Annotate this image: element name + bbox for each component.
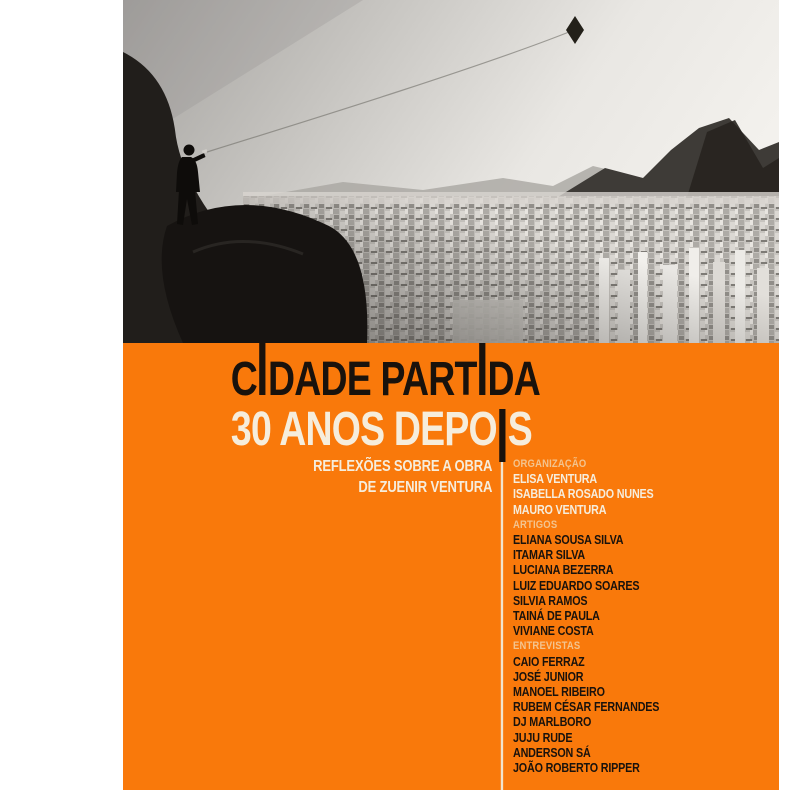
credit-name: LUIZ EDUARDO SOARES [513,578,640,593]
cover-photo [123,0,779,343]
credit-name: ITAMAR SILVA [513,548,585,563]
credit-name: MAURO VENTURA [513,502,607,517]
subtitle-line-1: REFLEXÕES SOBRE A OBRA [312,458,492,475]
credit-name: JOSÉ JUNIOR [513,669,584,684]
subtitle [313,456,492,498]
i-bar-divider [479,343,485,395]
credits-column [513,457,683,776]
title-seg: DA [487,353,540,406]
title-line-1 [215,343,540,404]
credit-name: RUBEM CÉSAR FERNANDES [513,700,660,715]
title-seg: DADE PART [267,353,477,406]
credit-name: ISABELLA ROSADO NUNES [513,487,654,502]
credit-name: LUCIANA BEZERRA [513,563,614,578]
credits-header-organizacao: ORGANIZAÇÃO [513,458,587,470]
credit-name: TAINÁ DE PAULA [513,609,600,624]
credit-name: JOÃO ROBERTO RIPPER [513,761,640,776]
i-bar-divider [259,343,265,395]
credit-name: MANOEL RIBEIRO [513,685,605,700]
credit-name: ELIANA SOUSA SILVA [513,533,624,548]
book-cover [123,0,779,790]
credit-name: DJ MARLBORO [513,715,592,730]
credit-name: JUJU RUDE [513,730,573,745]
subtitle-line-2: DE ZUENIR VENTURA [358,479,492,496]
credit-name: CAIO FERRAZ [513,654,585,669]
i-bar-divider [499,409,505,462]
title-seg: S [507,403,532,456]
orange-panel [123,343,779,790]
credits-header-entrevistas: ENTREVISTAS [513,640,581,653]
title-seg: C [230,353,258,406]
title-line-2 [207,405,532,454]
vertical-divider-line [501,462,503,790]
credit-name: ANDERSON SÁ [513,745,591,760]
title-block [123,343,540,454]
title-seg: 30 ANOS DEPO [230,403,497,456]
credits-header-artigos: ARTIGOS [513,518,558,531]
credit-name: VIVIANE COSTA [513,624,594,639]
credit-name: SILVIA RAMOS [513,593,588,608]
credit-name: ELISA VENTURA [513,472,597,487]
